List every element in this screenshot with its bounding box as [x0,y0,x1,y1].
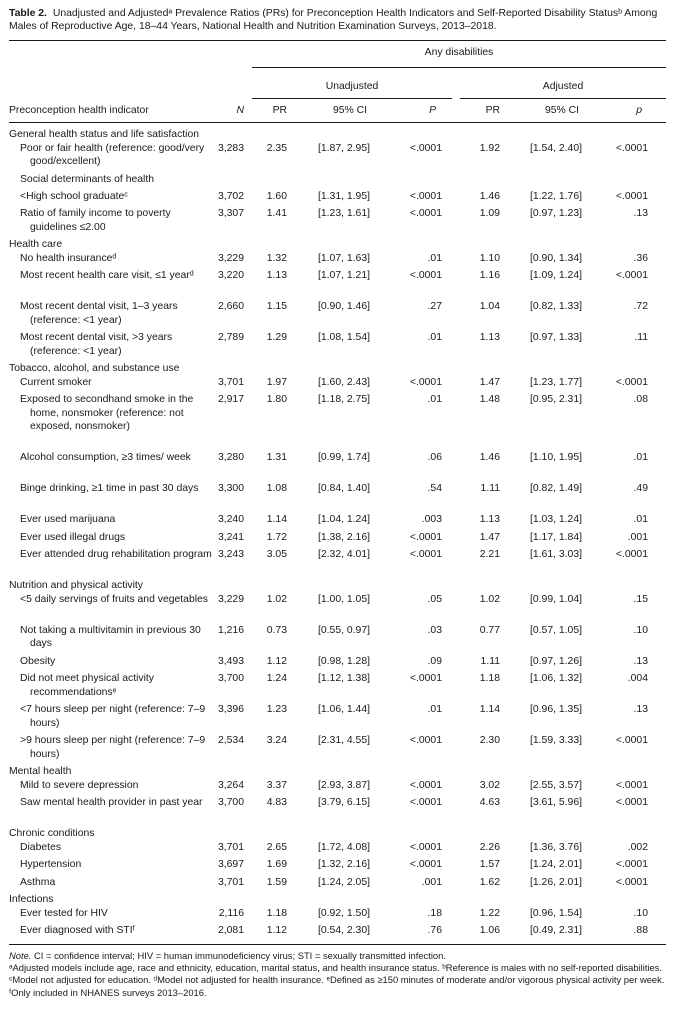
ci-unadjusted-cell: [0.99, 1.74] [318,452,370,464]
pr-adjusted-cell: 1.46 [479,190,500,202]
p-adjusted-cell: <.0001 [615,735,648,747]
caption-label: Table 2. [9,8,47,19]
n-cell: 3,280 [217,452,244,464]
pr-unadjusted-cell: 1.32 [266,252,287,264]
ci-adjusted-cell: [1.36, 3.76] [530,841,582,853]
pr-adjusted-cell: 1.16 [479,270,500,282]
n-cell: 3,220 [217,270,244,282]
section-heading: Chronic conditions [9,828,95,840]
ci-unadjusted-cell: [1.24, 2.05] [318,876,370,888]
pr-unadjusted-cell: 1.72 [266,531,287,543]
p-adjusted-cell: <.0001 [615,376,648,388]
pr-unadjusted-cell: 1.23 [266,704,287,716]
p-adjusted-cell: .36 [633,252,648,264]
header-pr-adjusted: PR [485,105,500,116]
pr-unadjusted-cell: 3.05 [266,549,287,561]
pr-adjusted-cell: 1.11 [480,655,500,667]
p-adjusted-cell: .13 [633,655,648,667]
p-unadjusted-cell: <.0001 [409,531,442,543]
table-row [0,703,675,734]
table-caption [9,7,664,33]
section-heading: Health care [9,239,63,251]
pr-unadjusted-cell: 1.97 [266,376,287,388]
header-rule [9,122,666,123]
pr-adjusted-cell: 4.63 [479,797,500,809]
pr-unadjusted-cell: 1.02 [266,593,287,605]
ci-unadjusted-cell: [0.84, 1.40] [318,483,370,495]
pr-unadjusted-cell: 1.08 [266,483,287,495]
pr-unadjusted-cell: 1.31 [266,452,287,464]
ci-adjusted-cell: [1.24, 2.01] [530,859,582,871]
p-unadjusted-cell: .09 [427,655,442,667]
pr-unadjusted-cell: 0.73 [266,624,287,636]
table-row [0,734,675,765]
indicator-label: Asthma [20,876,56,888]
n-cell: 1,216 [217,624,244,636]
indicator-label: Did not meet physical activity recommendationsᵉ [20,673,154,698]
header-ci-unadjusted: 95% CI [332,105,368,116]
indicator-label: Most recent health care visit, ≤1 yearᵈ [20,270,194,282]
p-adjusted-cell: <.0001 [615,142,648,154]
header-unadjusted: Unadjusted [325,81,379,92]
table-row [0,393,675,451]
ci-adjusted-cell: [0.49, 2.31] [530,925,582,937]
ci-unadjusted-cell: [1.31, 1.95] [318,190,370,202]
table-row [0,451,675,482]
p-unadjusted-cell: .01 [427,704,442,716]
n-cell: 3,396 [217,704,244,716]
table-row [0,924,675,941]
ci-adjusted-cell: [0.95, 2.31] [530,394,582,406]
pr-adjusted-cell: 1.18 [479,673,500,685]
table-row [0,624,675,655]
pr-unadjusted-cell: 3.37 [266,779,287,791]
pr-unadjusted-cell: 1.18 [266,907,287,919]
pr-adjusted-cell: 1.06 [479,925,500,937]
pr-unadjusted-cell: 1.12 [266,655,287,667]
ci-adjusted-cell: [1.26, 2.01] [530,876,582,888]
p-unadjusted-cell: .01 [427,332,442,344]
section-heading-row [0,238,675,252]
unadjusted-rule [252,98,452,99]
ci-adjusted-cell: [3.61, 5.96] [530,797,582,809]
n-cell: 2,660 [217,301,244,313]
pr-adjusted-cell: 2.21 [479,549,500,561]
table-row [0,672,675,703]
n-cell: 2,081 [217,925,244,937]
header-adjusted: Adjusted [542,81,584,92]
ci-unadjusted-cell: [2.32, 4.01] [318,549,370,561]
table-row [0,252,675,269]
table-row [0,531,675,548]
pr-unadjusted-cell: 2.65 [266,841,287,853]
p-adjusted-cell: .002 [627,841,648,853]
pr-unadjusted-cell: 1.29 [266,332,287,344]
ci-unadjusted-cell: [0.55, 0.97] [318,624,370,636]
ci-unadjusted-cell: [1.72, 4.08] [318,841,370,853]
pr-adjusted-cell: 2.26 [479,841,500,853]
pr-unadjusted-cell: 2.35 [266,142,287,154]
p-unadjusted-cell: .06 [427,452,442,464]
indicator-label: Mild to severe depression [20,779,139,791]
table-row [0,779,675,796]
p-adjusted-cell: <.0001 [615,876,648,888]
ci-unadjusted-cell: [0.90, 1.46] [318,301,370,313]
p-unadjusted-cell: .003 [421,514,442,526]
caption-text: Unadjusted and Adjustedᵃ Prevalence Ratios (PRs) for Preconception Health Indicators and Self-Reported Disability Statusᵇ Among Males of Reproductive Age, 18–44 Years, National Health and Nutrition Examination Surveys, 2013–2018. [9,8,658,33]
p-unadjusted-cell: <.0001 [409,673,442,685]
indicator-label: >9 hours sleep per night (reference: 7–9 hours) [20,735,206,760]
p-adjusted-cell: .13 [633,208,648,220]
table-row [0,655,675,672]
ci-unadjusted-cell: [1.07, 1.21] [318,270,370,282]
table-row [0,593,675,624]
ci-adjusted-cell: [0.57, 1.05] [530,624,582,636]
n-cell: 3,241 [217,531,244,543]
table-row [0,858,675,875]
section-heading: Mental health [9,766,72,778]
p-unadjusted-cell: <.0001 [409,735,442,747]
indicator-label: Poor or fair health (reference: good/very good/excellent) [20,142,205,168]
ci-unadjusted-cell: [1.04, 1.24] [318,514,370,526]
table-row [0,513,675,530]
indicator-label: Ever tested for HIV [20,907,108,919]
ci-adjusted-cell: [1.06, 1.32] [530,673,582,685]
table-row [0,376,675,393]
p-unadjusted-cell: <.0001 [409,779,442,791]
header-any-disabilities: Any disabilities [424,47,494,58]
pr-unadjusted-cell: 4.83 [266,797,287,809]
header-pr-unadjusted: PR [272,105,287,116]
pr-adjusted-cell: 1.13 [479,514,500,526]
table-row [0,142,675,173]
ci-unadjusted-cell: [0.98, 1.28] [318,655,370,667]
ci-unadjusted-cell: [2.31, 4.55] [318,735,370,747]
section-heading: Infections [9,894,54,906]
n-cell: 3,701 [217,876,244,888]
p-adjusted-cell: <.0001 [615,859,648,871]
indicator-label: Not taking a multivitamin in previous 30 days [20,624,201,650]
indicator-label: Obesity [20,655,56,667]
top-rule [9,40,666,41]
n-cell: 3,229 [217,593,244,605]
indicator-label: Most recent dental visit, >3 years (reference: <1 year) [20,332,173,357]
n-cell: 2,917 [217,394,244,406]
table-row [0,300,675,331]
table-row [0,190,675,207]
indicator-label: Ever used illegal drugs [20,531,126,543]
pr-unadjusted-cell: 1.13 [266,270,287,282]
ci-adjusted-cell: [0.82, 1.33] [530,301,582,313]
bottom-rule [9,944,666,945]
ci-adjusted-cell: [1.22, 1.76] [530,190,582,202]
indicator-label: Most recent dental visit, 1–3 years (reference: <1 year) [20,301,178,326]
n-cell: 3,700 [217,797,244,809]
p-adjusted-cell: .49 [633,483,648,495]
p-adjusted-cell: .11 [634,332,648,344]
ci-unadjusted-cell: [1.18, 2.75] [318,394,370,406]
table-row [0,796,675,827]
table-body [0,128,675,942]
ci-adjusted-cell: [1.61, 3.03] [530,549,582,561]
p-adjusted-cell: .13 [633,704,648,716]
pr-unadjusted-cell: 1.59 [266,876,287,888]
p-adjusted-cell: .08 [633,394,648,406]
pr-unadjusted-cell: 1.60 [266,190,287,202]
footnote-text: ᵃAdjusted models include age, race and ethnicity, education, marital status, and health insurance status. ᵇReference is males with no self-reported disabilities. ᶜModel not adjusted for education. ᵈModel not adjusted for health insurance. ᵉDefined as ≥150 minutes of moderate and/or vigorous physical activity per week. ᶠOnly included in NHANES surveys 2013–2016. [9,962,665,998]
section-heading-row [0,765,675,779]
p-adjusted-cell: .15 [633,593,648,605]
n-cell: 3,229 [217,252,244,264]
n-cell: 3,697 [217,859,244,871]
pr-adjusted-cell: 3.02 [479,779,500,791]
table-row [0,269,675,300]
pr-adjusted-cell: 1.11 [480,483,500,495]
indicator-label: Ever attended drug rehabilitation program [20,549,212,561]
pr-adjusted-cell: 2.30 [479,735,500,747]
section-heading: Tobacco, alcohol, and substance use [9,363,180,375]
ci-adjusted-cell: [0.82, 1.49] [530,483,582,495]
n-cell: 2,789 [217,332,244,344]
ci-unadjusted-cell: [1.32, 2.16] [318,859,370,871]
ci-adjusted-cell: [0.96, 1.54] [530,907,582,919]
n-cell: 3,701 [217,376,244,388]
pr-adjusted-cell: 1.46 [479,452,500,464]
indicator-label: Exposed to secondhand smoke in the home, nonsmoker (reference: not exposed, nonsmoker) [20,394,194,433]
table-row [0,331,675,362]
p-adjusted-cell: .004 [627,673,648,685]
p-adjusted-cell: .88 [633,925,648,937]
indicator-label: Social determinants of health [20,173,155,185]
pr-adjusted-cell: 1.14 [479,704,500,716]
p-adjusted-cell: <.0001 [615,190,648,202]
n-cell: 3,264 [217,779,244,791]
pr-adjusted-cell: 1.10 [479,252,500,264]
ci-unadjusted-cell: [1.60, 2.43] [318,376,370,388]
p-adjusted-cell: <.0001 [615,779,648,791]
ci-unadjusted-cell: [0.92, 1.50] [318,907,370,919]
pr-adjusted-cell: 1.48 [479,394,500,406]
ci-unadjusted-cell: [1.07, 1.63] [318,252,370,264]
p-unadjusted-cell: <.0001 [409,270,442,282]
ci-unadjusted-cell: [1.38, 2.16] [318,531,370,543]
pr-adjusted-cell: 1.62 [479,876,500,888]
pr-adjusted-cell: 1.09 [479,208,500,220]
ci-unadjusted-cell: [1.12, 1.38] [318,673,370,685]
any-disabilities-rule [252,67,666,68]
indicator-label: Ratio of family income to poverty guidelines ≤2.00 [20,208,171,233]
indicator-label: Hypertension [20,859,82,871]
ci-adjusted-cell: [1.59, 3.33] [530,735,582,747]
p-unadjusted-cell: .54 [427,483,442,495]
section-heading-row [0,827,675,841]
ci-unadjusted-cell: [2.93, 3.87] [318,779,370,791]
pr-adjusted-cell: 1.04 [479,301,500,313]
p-unadjusted-cell: .76 [427,925,442,937]
pr-unadjusted-cell: 3.24 [266,735,287,747]
ci-unadjusted-cell: [1.00, 1.05] [318,593,370,605]
table-row [0,548,675,579]
ci-adjusted-cell: [1.54, 2.40] [530,142,582,154]
table-row [0,207,675,238]
indicator-label: <High school graduateᶜ [20,190,128,202]
table-footnotes [9,950,667,999]
pr-adjusted-cell: 1.47 [479,376,500,388]
ci-adjusted-cell: [1.10, 1.95] [530,452,582,464]
n-cell: 3,493 [217,655,244,667]
p-unadjusted-cell: .03 [427,624,442,636]
n-cell: 3,700 [217,673,244,685]
p-unadjusted-cell: <.0001 [409,208,442,220]
ci-adjusted-cell: [0.99, 1.04] [530,593,582,605]
n-cell: 2,534 [217,735,244,747]
pr-unadjusted-cell: 1.12 [266,925,287,937]
ci-adjusted-cell: [0.97, 1.26] [530,655,582,667]
n-cell: 3,300 [217,483,244,495]
pr-unadjusted-cell: 1.41 [266,208,287,220]
p-unadjusted-cell: <.0001 [409,142,442,154]
header-n: N [236,105,244,116]
p-adjusted-cell: <.0001 [615,549,648,561]
table-row [0,876,675,893]
p-adjusted-cell: <.0001 [615,270,648,282]
n-cell: 3,240 [217,514,244,526]
pr-unadjusted-cell: 1.80 [266,394,287,406]
n-cell: 3,307 [217,208,244,220]
ci-unadjusted-cell: [0.54, 2.30] [318,925,370,937]
n-cell: 3,243 [217,549,244,561]
indicator-label: Alcohol consumption, ≥3 times/ week [20,452,191,464]
ci-unadjusted-cell: [1.87, 2.95] [318,142,370,154]
indicator-label: Current smoker [20,376,92,388]
indicator-label: Diabetes [20,841,62,853]
table-row [0,907,675,924]
header-p-adjusted: p [636,105,642,116]
p-unadjusted-cell: .01 [427,394,442,406]
pr-adjusted-cell: 1.22 [479,907,500,919]
header-indicator: Preconception health indicator [9,105,149,116]
pr-unadjusted-cell: 1.24 [266,673,287,685]
p-unadjusted-cell: .05 [427,593,442,605]
p-adjusted-cell: .001 [627,531,648,543]
ci-adjusted-cell: [0.97, 1.33] [530,332,582,344]
indicator-label: Binge drinking, ≥1 time in past 30 days [20,483,199,495]
p-unadjusted-cell: .01 [427,252,442,264]
indicator-label: Ever used marijuana [20,514,116,526]
n-cell: 2,116 [218,907,244,919]
ci-unadjusted-cell: [1.08, 1.54] [318,332,370,344]
ci-unadjusted-cell: [1.06, 1.44] [318,704,370,716]
pr-adjusted-cell: 1.02 [479,593,500,605]
p-unadjusted-cell: .27 [427,301,442,313]
p-unadjusted-cell: <.0001 [409,549,442,561]
note-label: Note. [9,950,32,961]
ci-unadjusted-cell: [1.23, 1.61] [318,208,370,220]
ci-adjusted-cell: [2.55, 3.57] [530,779,582,791]
section-heading-row [0,893,675,907]
p-adjusted-cell: .10 [633,907,648,919]
pr-adjusted-cell: 0.77 [479,624,500,636]
ci-adjusted-cell: [1.03, 1.24] [530,514,582,526]
p-adjusted-cell: .01 [633,452,648,464]
indicator-label: <5 daily servings of fruits and vegetables [20,593,209,605]
indicator-label: No health insuranceᵈ [20,252,117,264]
ci-unadjusted-cell: [3.79, 6.15] [318,797,370,809]
p-unadjusted-cell: <.0001 [409,376,442,388]
pr-adjusted-cell: 1.92 [479,142,500,154]
section-heading-row [0,579,675,593]
pr-unadjusted-cell: 1.69 [266,859,287,871]
ci-adjusted-cell: [0.90, 1.34] [530,252,582,264]
adjusted-rule [460,98,666,99]
header-p-unadjusted: P [429,105,436,116]
p-unadjusted-cell: .18 [427,907,442,919]
p-adjusted-cell: .10 [633,624,648,636]
ci-adjusted-cell: [1.23, 1.77] [530,376,582,388]
header-ci-adjusted: 95% CI [544,105,580,116]
pr-unadjusted-cell: 1.14 [266,514,287,526]
indicator-label: Saw mental health provider in past year [20,797,203,809]
indicator-label: <7 hours sleep per night (reference: 7–9 hours) [20,704,206,729]
section-heading-row [0,362,675,376]
p-adjusted-cell: <.0001 [615,797,648,809]
ci-adjusted-cell: [0.96, 1.35] [530,704,582,716]
p-unadjusted-cell: <.0001 [409,797,442,809]
pr-adjusted-cell: 1.13 [479,332,500,344]
section-heading: General health status and life satisfaction [9,129,200,140]
p-adjusted-cell: .72 [633,301,648,313]
section-heading: Nutrition and physical activity [9,580,143,592]
n-cell: 3,283 [217,142,244,154]
p-adjusted-cell: .01 [633,514,648,526]
indicator-label: Ever diagnosed with STIᶠ [20,925,136,937]
ci-adjusted-cell: [1.17, 1.84] [530,531,582,543]
p-unadjusted-cell: <.0001 [409,190,442,202]
ci-adjusted-cell: [1.09, 1.24] [530,270,582,282]
table-row [0,173,675,190]
table-row [0,841,675,858]
ci-adjusted-cell: [0.97, 1.23] [530,208,582,220]
n-cell: 3,702 [217,190,244,202]
p-unadjusted-cell: .001 [421,876,442,888]
pr-adjusted-cell: 1.57 [479,859,500,871]
pr-adjusted-cell: 1.47 [479,531,500,543]
pr-unadjusted-cell: 1.15 [266,301,287,313]
note-text: CI = confidence interval; HIV = human immunodeficiency virus; STI = sexually transmitted infection. [34,950,446,961]
section-heading-row [0,128,675,142]
p-unadjusted-cell: <.0001 [409,841,442,853]
n-cell: 3,701 [217,841,244,853]
table-row [0,482,675,513]
p-unadjusted-cell: <.0001 [409,859,442,871]
